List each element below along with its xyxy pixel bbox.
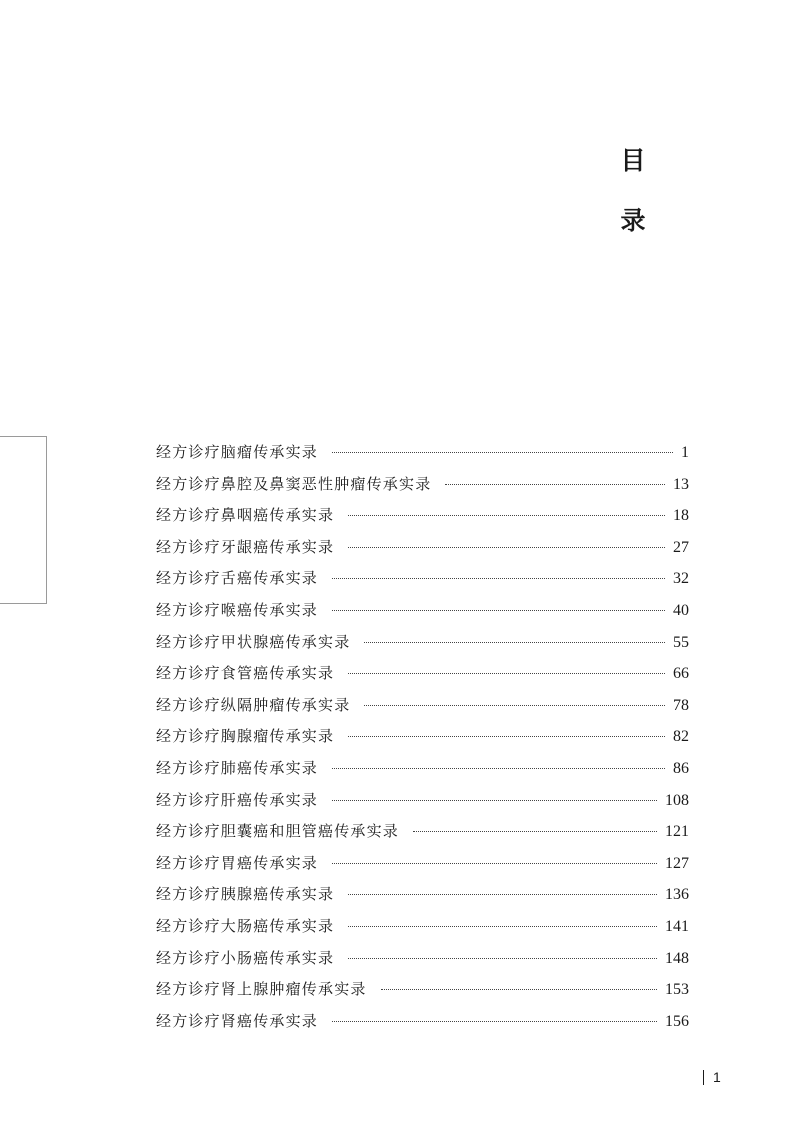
table-of-contents <box>156 441 689 1041</box>
toc-entry[interactable] <box>156 504 689 536</box>
toc-entry-page: 153 <box>665 981 689 999</box>
toc-entry-title: 经方诊疗肾上腺肿瘤传承实录 <box>156 980 367 999</box>
toc-entry[interactable] <box>156 725 689 757</box>
toc-entry[interactable] <box>156 757 689 789</box>
toc-entry[interactable] <box>156 852 689 884</box>
toc-entry-page: 141 <box>665 917 689 935</box>
toc-entry-title: 经方诊疗甲状腺癌传承实录 <box>156 632 351 651</box>
toc-entry-page: 148 <box>665 949 689 967</box>
toc-entry[interactable] <box>156 441 689 473</box>
toc-entry[interactable] <box>156 536 689 568</box>
toc-leader-dots <box>348 547 665 548</box>
toc-entry[interactable] <box>156 631 689 663</box>
toc-leader-dots <box>364 642 665 643</box>
toc-entry[interactable] <box>156 1010 689 1042</box>
toc-entry-page: 18 <box>673 507 689 525</box>
toc-entry-page: 13 <box>673 475 689 493</box>
toc-leader-dots <box>332 578 665 579</box>
toc-entry[interactable] <box>156 599 689 631</box>
toc-entry-title: 经方诊疗胆囊癌和胆管癌传承实录 <box>156 822 400 841</box>
toc-leader-dots <box>332 863 657 864</box>
page-title-char-2: 录 <box>620 206 646 235</box>
toc-entry-page: 82 <box>673 728 689 746</box>
toc-entry-title: 经方诊疗胰腺癌传承实录 <box>156 885 335 904</box>
toc-entry-page: 136 <box>665 886 689 904</box>
toc-entry-title: 经方诊疗肝癌传承实录 <box>156 790 319 809</box>
toc-leader-dots <box>348 926 657 927</box>
toc-leader-dots <box>332 452 673 453</box>
toc-leader-dots <box>348 958 657 959</box>
toc-entry-title: 经方诊疗纵隔肿瘤传承实录 <box>156 695 351 714</box>
toc-entry-title: 经方诊疗舌癌传承实录 <box>156 569 319 588</box>
toc-entry[interactable] <box>156 883 689 915</box>
toc-entry-title: 经方诊疗胸腺瘤传承实录 <box>156 727 335 746</box>
toc-entry[interactable] <box>156 789 689 821</box>
toc-entry-page: 40 <box>673 601 689 619</box>
footer-divider <box>703 1070 704 1085</box>
toc-leader-dots <box>381 989 657 990</box>
toc-leader-dots <box>332 768 665 769</box>
toc-entry[interactable] <box>156 947 689 979</box>
toc-entry-title: 经方诊疗大肠癌传承实录 <box>156 916 335 935</box>
toc-entry-title: 经方诊疗牙龈癌传承实录 <box>156 537 335 556</box>
toc-entry[interactable] <box>156 915 689 947</box>
toc-leader-dots <box>332 1021 657 1022</box>
toc-entry-title: 经方诊疗食管癌传承实录 <box>156 664 335 683</box>
toc-leader-dots <box>348 515 665 516</box>
toc-entry[interactable] <box>156 978 689 1010</box>
toc-entry-page: 86 <box>673 759 689 777</box>
toc-leader-dots <box>348 894 657 895</box>
toc-entry-page: 78 <box>673 696 689 714</box>
toc-entry[interactable] <box>156 694 689 726</box>
toc-entry[interactable] <box>156 662 689 694</box>
toc-entry[interactable] <box>156 820 689 852</box>
toc-entry-page: 1 <box>681 444 689 461</box>
toc-entry-page: 127 <box>665 854 689 872</box>
toc-entry[interactable] <box>156 473 689 505</box>
toc-entry-page: 108 <box>665 791 689 809</box>
page-footer <box>703 1068 721 1086</box>
toc-leader-dots <box>364 705 665 706</box>
toc-leader-dots <box>348 736 665 737</box>
page-title-char-1: 目 <box>620 146 646 175</box>
toc-entry-page: 66 <box>673 665 689 683</box>
toc-entry-page: 156 <box>665 1012 689 1030</box>
toc-leader-dots <box>332 800 657 801</box>
toc-entry-title: 经方诊疗肾癌传承实录 <box>156 1011 319 1030</box>
toc-entry-title: 经方诊疗胃癌传承实录 <box>156 853 319 872</box>
toc-entry-title: 经方诊疗鼻咽癌传承实录 <box>156 506 335 525</box>
toc-leader-dots <box>413 831 657 832</box>
toc-entry-title: 经方诊疗小肠癌传承实录 <box>156 948 335 967</box>
toc-leader-dots <box>332 610 665 611</box>
toc-entry-page: 32 <box>673 570 689 588</box>
toc-entry[interactable] <box>156 567 689 599</box>
toc-entry-title: 经方诊疗脑瘤传承实录 <box>156 443 319 461</box>
toc-entry-title: 经方诊疗肺癌传承实录 <box>156 758 319 777</box>
toc-leader-dots <box>445 484 665 485</box>
toc-entry-title: 经方诊疗喉癌传承实录 <box>156 600 319 619</box>
toc-entry-page: 27 <box>673 538 689 556</box>
toc-entry-page: 55 <box>673 633 689 651</box>
page-number: 1 <box>713 1069 721 1085</box>
toc-entry-page: 121 <box>665 823 689 841</box>
side-thumb-tab <box>0 436 47 604</box>
toc-leader-dots <box>348 673 665 674</box>
toc-entry-title: 经方诊疗鼻腔及鼻窦恶性肿瘤传承实录 <box>156 474 432 493</box>
